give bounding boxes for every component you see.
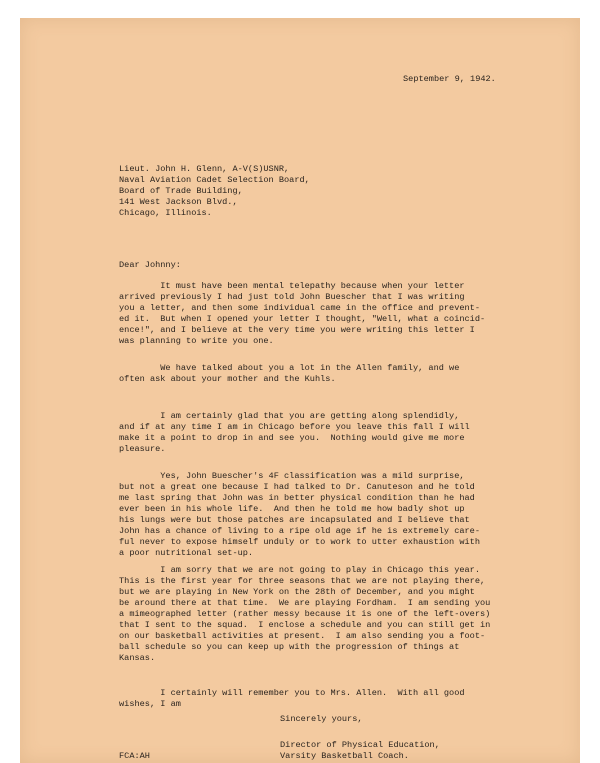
- letter-page: [20, 18, 580, 763]
- body-paragraph: I am certainly glad that you are getting along splendidly, and if at any time I am in Chicago before you leave this fall I will make it a point to drop in and see you. Nothing would give me more pleasure.: [119, 411, 470, 454]
- reference-initials: FCA:AH: [119, 751, 150, 761]
- body-paragraph: We have talked about you a lot in the Allen family, and we often ask about your mother and the Kuhls.: [119, 363, 460, 384]
- recipient-address: Lieut. John H. Glenn, A-V(S)USNR, Naval Aviation Cadet Selection Board, Board of Trade Building, 141 West Jackson Blvd., Chicago, Illinois.: [119, 164, 310, 218]
- body-paragraph: I am sorry that we are not going to play in Chicago this year. This is the first year for three seasons that we are not playing there, but we are playing in New York on the 28th of December, and you might be around there at that time. We are playing Fordham. I am sending you a mimeographed letter (rather messy because it is one of the left-overs) that I sent to the squad. I enclose a schedule and you can still get in on our basketball activities at present. I am also sending you a foot- ball schedule so you can keep up with the progression of things at Kansas.: [119, 565, 491, 663]
- signature-title: Director of Physical Education, Varsity Basketball Coach.: [280, 740, 440, 761]
- salutation: Dear Johnny:: [119, 260, 181, 270]
- complimentary-closing: Sincerely yours,: [280, 714, 363, 724]
- body-paragraph: I certainly will remember you to Mrs. Allen. With all good wishes, I am: [119, 688, 465, 709]
- body-paragraph: It must have been mental telepathy because when your letter arrived previously I had just told John Buescher that I was writing you a letter, and then some individual came in the office and prevent- ed it. But when I opened your letter I thought, "Well, what a coincid- ence!", and I believe at the very time you were writing this letter I was planning to write you one.: [119, 281, 486, 346]
- body-paragraph: Yes, John Buescher's 4F classification was a mild surprise, but not a great one because I had talked to Dr. Canuteson and he told me last spring that John was in better physical condition than he had ever been in his whole life. And then he told me how badly shot up his lungs were but those patches are incapsulated and I believe that John has a chance of living to a ripe old age if he is extremely care- ful never to expose himself unduly or to work to utter exhaustion with a poor nutritional set-up.: [119, 471, 480, 558]
- letter-date: September 9, 1942.: [403, 74, 496, 84]
